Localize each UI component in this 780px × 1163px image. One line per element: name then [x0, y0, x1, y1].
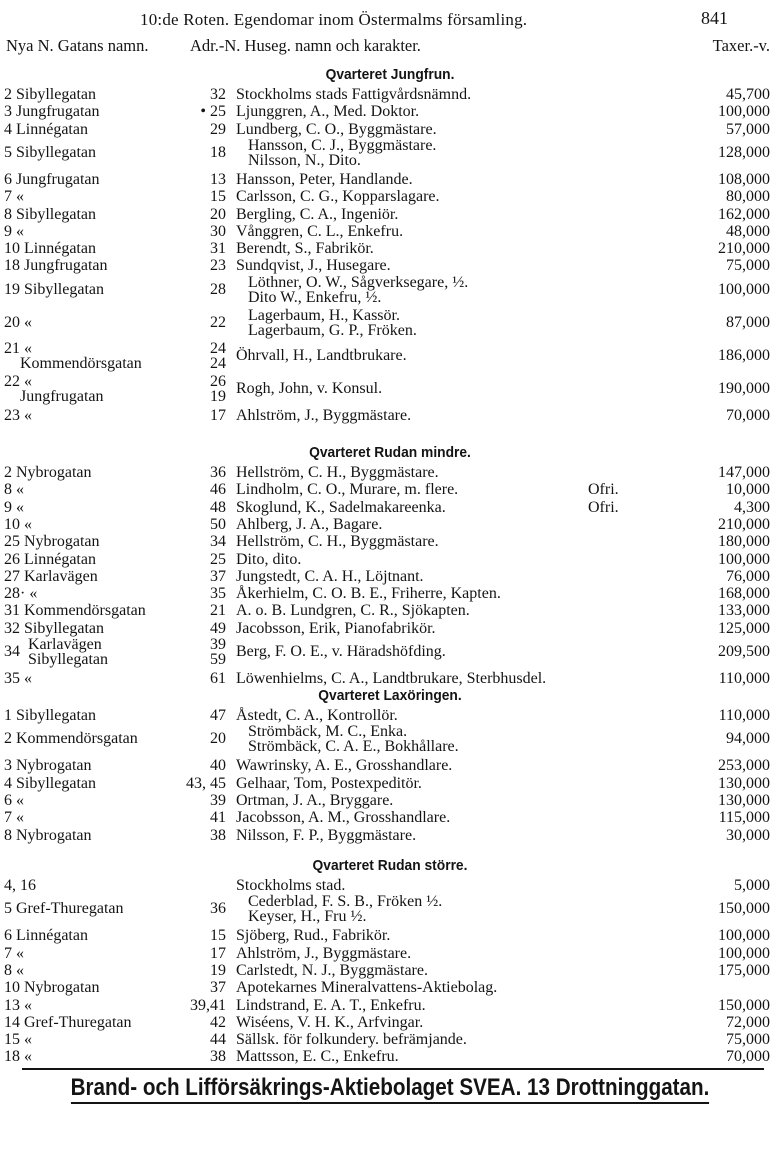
owner-name: Lindholm, C. O., Murare, m. flere. — [236, 481, 459, 499]
street-name: 8 Nybrogatan — [4, 826, 92, 844]
section-title: Qvarteret Rudan mindre. — [309, 444, 471, 461]
street-name: 3 Nybrogatan — [4, 757, 92, 775]
owner-name: Ahlström, J., Byggmästare. — [236, 406, 412, 424]
street-name: 2 Kommendörsgatan — [4, 730, 138, 748]
owner-name: Jacobsson, A. M., Grosshandlare. — [236, 809, 451, 827]
house-number: 24 — [210, 354, 226, 372]
house-number: 24 — [210, 339, 226, 357]
tax-value: 100,000 — [718, 280, 770, 298]
tax-value: 45,700 — [726, 86, 770, 103]
tax-value: 147,000 — [718, 464, 770, 481]
tax-value: 162,000 — [718, 205, 770, 223]
house-number: 40 — [210, 757, 226, 775]
owner-name: Berg, F. O. E., v. Häradshöfding. — [236, 643, 446, 660]
street-name: 13 « — [4, 996, 32, 1014]
tax-value: 57,000 — [726, 120, 770, 138]
owner-name: Carlstedt, N. J., Byggmästare. — [236, 961, 428, 979]
owner-name: Rogh, John, v. Konsul. — [236, 379, 383, 397]
house-number: 29 — [210, 120, 226, 138]
tax-value: 72,000 — [726, 1013, 770, 1031]
street-name: 18 « — [4, 1048, 32, 1066]
page-header — [0, 8, 780, 32]
house-number: 15 — [210, 927, 226, 945]
tax-value: 186,000 — [718, 346, 770, 364]
owner-name: Apotekarnes Mineralvattens-Aktiebolag. — [236, 979, 498, 997]
street-name: 19 Sibyllegatan — [4, 280, 104, 298]
tax-value: 180,000 — [718, 533, 770, 551]
house-number: 23 — [210, 257, 226, 275]
street-name: 31 Kommendörsgatan — [4, 602, 146, 620]
owner-name: Hellström, C. H., Byggmästare. — [236, 533, 439, 551]
owner-name: Skoglund, K., Sadelmakareenka. — [236, 498, 446, 516]
house-number: 28 — [210, 280, 226, 298]
street-name: 5 Sibyllegatan — [4, 143, 96, 161]
owner-name: Lagerbaum, G. P., Fröken. — [248, 321, 417, 339]
owner-name: Wiséens, V. H. K., Arfvingar. — [236, 1013, 424, 1031]
owner-name: Sällsk. för folkundery. befrämjande. — [236, 1031, 467, 1049]
column-header-tax: Taxer.-v. — [712, 36, 770, 55]
house-number: 26 — [210, 372, 226, 390]
tax-value: 210,000 — [718, 515, 770, 533]
owner-name: Sundqvist, J., Husegare. — [236, 257, 391, 275]
house-number: 22 — [210, 313, 226, 331]
tax-value: 5,000 — [734, 877, 770, 894]
house-number: 15 — [210, 188, 226, 206]
owner-name: Lundberg, C. O., Byggmästare. — [236, 120, 437, 138]
tax-value: 100,000 — [718, 927, 770, 945]
owner-name: Jungstedt, C. A. H., Löjtnant. — [236, 567, 424, 585]
street-name: 10 Nybrogatan — [4, 979, 100, 997]
house-number: 17 — [210, 944, 226, 962]
street-name: 1 Sibyllegatan — [4, 707, 96, 724]
owner-name: Dito W., Enkefru, ½. — [248, 288, 382, 306]
tax-value: 100,000 — [718, 944, 770, 962]
tax-value: 75,000 — [726, 1031, 770, 1049]
street-name: 20 « — [4, 313, 32, 331]
owner-name: Hellström, C. H., Byggmästare. — [236, 464, 439, 481]
owner-name: Ortman, J. A., Bryggare. — [236, 791, 394, 809]
tax-value: 150,000 — [718, 996, 770, 1014]
house-number: 31 — [210, 240, 226, 258]
house-number: 35 — [210, 585, 226, 603]
house-number: • 25 — [200, 103, 226, 121]
street-name: 10 « — [4, 515, 32, 533]
owner-name: Cederblad, F. S. B., Fröken ½. — [248, 893, 443, 911]
street-name: Kommendörsgatan — [20, 354, 142, 372]
owner-name: Hansson, Peter, Handlande. — [236, 170, 413, 188]
owner-name: Hansson, C. J., Byggmästare. — [248, 136, 437, 154]
street-name: 22 « — [4, 372, 32, 390]
owner-name: Strömbäck, C. A. E., Bokhållare. — [248, 738, 459, 756]
house-number: 42 — [210, 1013, 226, 1031]
house-number: 59 — [210, 651, 226, 668]
owner-name: Jacobsson, Erik, Pianofabrikör. — [236, 619, 436, 637]
house-number: 19 — [210, 387, 226, 405]
tax-value: 128,000 — [718, 143, 770, 161]
owner-name: Vånggren, C. L., Enkefru. — [236, 222, 404, 240]
owner-name: Öhrvall, H., Landtbrukare. — [236, 346, 407, 364]
street-name: 7 « — [4, 809, 24, 827]
street-name: 14 Gref-Thuregatan — [4, 1013, 132, 1031]
tax-value: 253,000 — [718, 757, 770, 775]
street-name: 23 « — [4, 406, 32, 424]
street-name: 25 Nybrogatan — [4, 533, 100, 551]
tax-value: 115,000 — [718, 809, 770, 827]
owner-name: Sjöberg, Rud., Fabrikör. — [236, 927, 391, 945]
owner-name: Nilsson, N., Dito. — [248, 151, 361, 169]
page-title: 10:de Roten. Egendomar inom Östermalms församling. — [140, 10, 528, 29]
column-header-street: Nya N. Gatans namn. — [6, 36, 149, 55]
tax-value: 70,000 — [726, 1048, 770, 1066]
owner-name: Ahlberg, J. A., Bagare. — [236, 515, 383, 533]
owner-name: Lindstrand, E. A. T., Enkefru. — [236, 996, 426, 1014]
owner-name: Ljunggren, A., Med. Doktor. — [236, 103, 420, 121]
owner-name: Mattsson, E. C., Enkefru. — [236, 1048, 399, 1066]
tax-value: 94,000 — [726, 730, 770, 748]
street-name: Jungfrugatan — [20, 387, 104, 405]
exemption-note: Ofri. — [588, 481, 619, 499]
tax-value: 175,000 — [718, 961, 770, 979]
street-name: 8 « — [4, 481, 24, 499]
tax-value: 125,000 — [718, 619, 770, 637]
owner-name: Ahlström, J., Byggmästare. — [236, 944, 412, 962]
owner-name: Wawrinsky, A. E., Grosshandlare. — [236, 757, 453, 775]
house-number: 25 — [210, 550, 226, 568]
street-name: 28· « — [4, 585, 38, 603]
tax-value: 210,000 — [718, 240, 770, 258]
section-title: Qvarteret Laxöringen. — [318, 687, 462, 704]
house-number: 61 — [210, 670, 226, 687]
house-number: 37 — [210, 567, 226, 585]
house-number: 41 — [210, 809, 226, 827]
tax-value: 130,000 — [718, 791, 770, 809]
owner-name: Åstedt, C. A., Kontrollör. — [236, 707, 398, 724]
street-name: 2 Nybrogatan — [4, 464, 92, 481]
tax-value: 100,000 — [718, 550, 770, 568]
tax-value: 4,300 — [734, 498, 770, 516]
street-name: 18 Jungfrugatan — [4, 257, 108, 275]
house-number: 37 — [210, 979, 226, 997]
divider-line — [22, 1068, 764, 1070]
owner-name: Carlsson, C. G., Kopparslagare. — [236, 188, 440, 206]
street-name: 7 « — [4, 188, 24, 206]
tax-value: 110,000 — [718, 670, 770, 687]
street-name: 2 Sibyllegatan — [4, 86, 96, 103]
street-number: 34 — [4, 643, 20, 660]
house-number: 47 — [210, 707, 226, 724]
street-name: 6 « — [4, 791, 24, 809]
street-name: 26 Linnégatan — [4, 550, 96, 568]
street-name: 7 « — [4, 944, 24, 962]
tax-value: 209,500 — [718, 643, 770, 660]
owner-name: Dito, dito. — [236, 550, 302, 568]
tax-value: 10,000 — [726, 481, 770, 499]
street-name: 21 « — [4, 339, 32, 357]
owner-name: Löthner, O. W., Sågverksegare, ½. — [248, 273, 469, 291]
tax-value: 48,000 — [726, 222, 770, 240]
house-number: 39 — [210, 791, 226, 809]
house-number: 43, 45 — [186, 774, 226, 792]
street-name: 4 Sibyllegatan — [4, 774, 96, 792]
street-name: 5 Gref-Thuregatan — [4, 900, 124, 918]
house-number: 13 — [210, 170, 226, 188]
house-number: 17 — [210, 406, 226, 424]
owner-name: Stockholms stads Fattigvårdsnämnd. — [236, 86, 472, 103]
house-number: 32 — [210, 86, 226, 103]
house-number: 20 — [210, 205, 226, 223]
house-number: 49 — [210, 619, 226, 637]
tax-value: 30,000 — [726, 826, 770, 844]
street-name: 6 Linnégatan — [4, 927, 88, 945]
house-number: 48 — [210, 498, 226, 516]
street-name: 8 Sibyllegatan — [4, 205, 96, 223]
street-name: Karlavägen — [28, 636, 102, 653]
tax-value: 70,000 — [726, 406, 770, 424]
house-number: 36 — [210, 900, 226, 918]
tax-value: 110,000 — [718, 707, 770, 724]
house-number: 46 — [210, 481, 226, 499]
house-number: 36 — [210, 464, 226, 481]
owner-name: Åkerhielm, C. O. B. E., Friherre, Kapten. — [236, 585, 501, 603]
house-number: 38 — [210, 1048, 226, 1066]
house-number: 19 — [210, 961, 226, 979]
house-number: 18 — [210, 143, 226, 161]
house-number: 39,41 — [190, 996, 226, 1014]
exemption-note: Ofri. — [588, 498, 619, 516]
section-title: Qvarteret Jungfrun. — [325, 66, 455, 83]
footer-text: Brand- och Lifförsäkrings-Aktiebolaget SVEA. 13 Drottninggatan. — [71, 1074, 710, 1104]
owner-name: Berendt, S., Fabrikör. — [236, 240, 374, 258]
street-name: 9 « — [4, 498, 24, 516]
owner-name: A. o. B. Lundgren, C. R., Sjökapten. — [236, 602, 470, 620]
house-number: 39 — [210, 636, 226, 653]
street-name: 4, 16 — [4, 877, 36, 894]
street-name: 32 Sibyllegatan — [4, 619, 104, 637]
tax-value: 108,000 — [718, 170, 770, 188]
tax-value: 100,000 — [718, 103, 770, 121]
owner-name: Stockholms stad. — [236, 877, 346, 894]
house-number: 21 — [210, 602, 226, 620]
section-title: Qvarteret Rudan större. — [312, 857, 468, 874]
tax-value: 87,000 — [726, 313, 770, 331]
owner-name: Lagerbaum, H., Kassör. — [248, 306, 400, 324]
tax-value: 130,000 — [718, 774, 770, 792]
column-header-number-owner: Adr.-N. Huseg. namn och karakter. — [190, 36, 421, 55]
street-name: 4 Linnégatan — [4, 120, 88, 138]
street-name: 3 Jungfrugatan — [4, 103, 100, 121]
tax-value: 76,000 — [726, 567, 770, 585]
tax-value: 133,000 — [718, 602, 770, 620]
tax-value: 190,000 — [718, 379, 770, 397]
owner-name: Keyser, H., Fru ½. — [248, 908, 367, 926]
house-number: 38 — [210, 826, 226, 844]
owner-name: Nilsson, F. P., Byggmästare. — [236, 826, 417, 844]
street-name: 27 Karlavägen — [4, 567, 98, 585]
house-number: 44 — [210, 1031, 226, 1049]
street-name: 9 « — [4, 222, 24, 240]
street-name: 6 Jungfrugatan — [4, 170, 100, 188]
street-name: 10 Linnégatan — [4, 240, 96, 258]
street-name: 8 « — [4, 961, 24, 979]
house-number: 34 — [210, 533, 226, 551]
tax-value: 168,000 — [718, 585, 770, 603]
footer-advertisement — [55, 1074, 726, 1102]
owner-name: Bergling, C. A., Ingeniör. — [236, 205, 399, 223]
street-name: Sibyllegatan — [28, 651, 108, 668]
page-number: 841 — [701, 8, 728, 28]
tax-value: 80,000 — [726, 188, 770, 206]
house-number: 30 — [210, 222, 226, 240]
street-name: 35 « — [4, 670, 32, 687]
owner-name: Strömbäck, M. C., Enka. — [248, 723, 408, 741]
owner-name: Gelhaar, Tom, Postexpeditör. — [236, 774, 422, 792]
house-number: 20 — [210, 730, 226, 748]
house-number: 50 — [210, 515, 226, 533]
owner-name: Löwenhielms, C. A., Landtbrukare, Sterbhusdel. — [236, 670, 547, 687]
column-headers — [0, 36, 780, 60]
tax-value: 150,000 — [718, 900, 770, 918]
tax-value: 75,000 — [726, 257, 770, 275]
street-name: 15 « — [4, 1031, 32, 1049]
